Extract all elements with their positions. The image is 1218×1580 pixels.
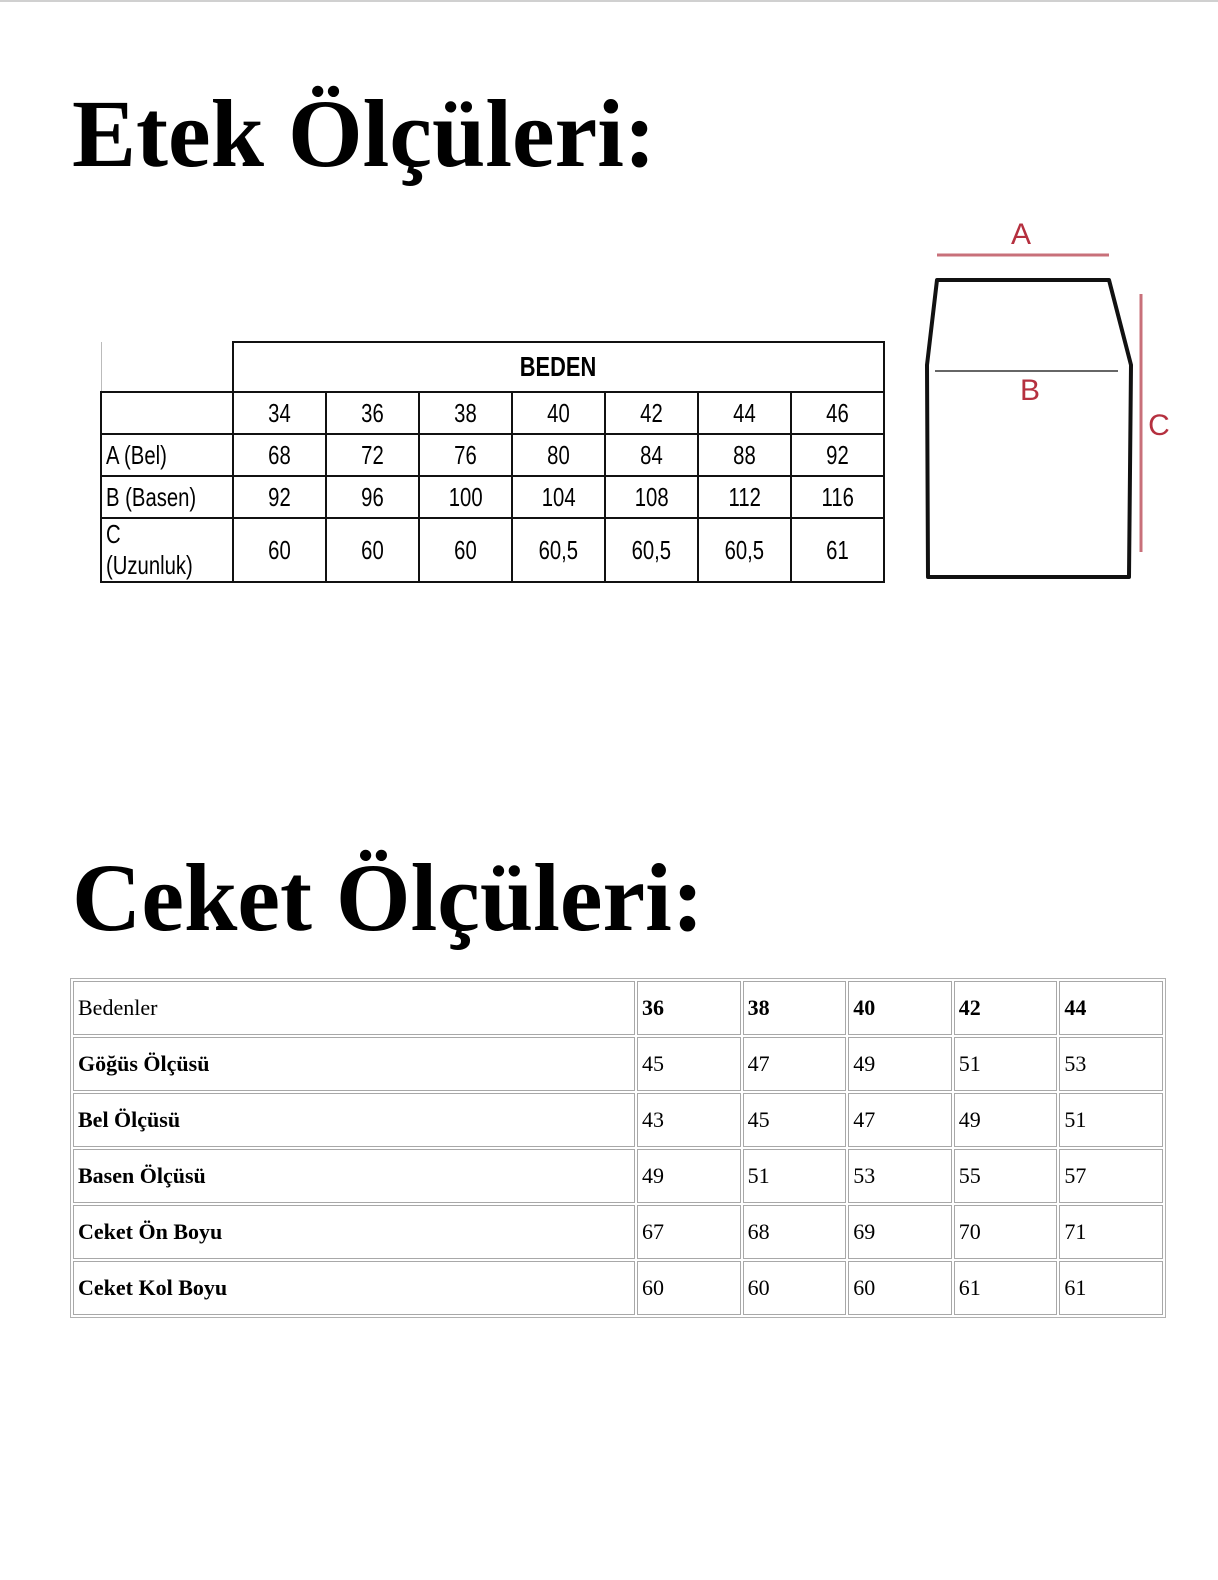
skirt-value-cell: 60,5 xyxy=(698,518,791,582)
skirt-value-cell: 60,5 xyxy=(512,518,605,582)
skirt-value-cell: 116 xyxy=(791,476,884,518)
jacket-header-label: Bedenler xyxy=(73,981,635,1035)
jacket-value-cell: 45 xyxy=(743,1093,847,1147)
jacket-value-cell: 60 xyxy=(743,1261,847,1315)
jacket-value-cell: 71 xyxy=(1059,1205,1163,1259)
skirt-value-cell: 88 xyxy=(698,434,791,476)
skirt-row-label: C (Uzunluk) xyxy=(101,518,233,582)
diagram-label-b: B xyxy=(1019,374,1041,407)
skirt-outline xyxy=(927,280,1131,577)
jacket-value-cell: 70 xyxy=(954,1205,1058,1259)
skirt-size-header: BEDEN xyxy=(233,342,884,392)
jacket-value-cell: 67 xyxy=(637,1205,741,1259)
jacket-row-label: Göğüs Ölçüsü xyxy=(73,1037,635,1091)
skirt-value-cell: 80 xyxy=(512,434,605,476)
jacket-value-cell: 55 xyxy=(954,1149,1058,1203)
jacket-table-row xyxy=(73,1093,1163,1147)
jacket-value-cell: 53 xyxy=(848,1149,952,1203)
jacket-value-cell: 51 xyxy=(743,1149,847,1203)
diagram-label-c: C xyxy=(1148,409,1170,442)
jacket-value-cell: 68 xyxy=(743,1205,847,1259)
skirt-value-cell: 60,5 xyxy=(605,518,698,582)
jacket-value-cell: 49 xyxy=(637,1149,741,1203)
jacket-value-cell: 47 xyxy=(743,1037,847,1091)
jacket-value-cell: 57 xyxy=(1059,1149,1163,1203)
skirt-value-cell: 104 xyxy=(512,476,605,518)
skirt-value-cell: 61 xyxy=(791,518,884,582)
jacket-value-cell: 60 xyxy=(848,1261,952,1315)
jacket-value-cell: 60 xyxy=(637,1261,741,1315)
skirt-size-cell: 40 xyxy=(512,392,605,434)
jacket-measurements-heading: Ceket Ölçüleri: xyxy=(72,844,704,951)
jacket-value-cell: 49 xyxy=(848,1037,952,1091)
diagram-label-a: A xyxy=(1010,218,1032,251)
jacket-table-header-row xyxy=(73,981,1163,1035)
skirt-table-row xyxy=(101,434,884,476)
skirt-measurements-heading: Etek Ölçüleri: xyxy=(72,80,656,187)
skirt-value-cell: 100 xyxy=(419,476,512,518)
jacket-size-cell: 40 xyxy=(848,981,952,1035)
jacket-size-cell: 36 xyxy=(637,981,741,1035)
jacket-table-row xyxy=(73,1149,1163,1203)
skirt-size-table xyxy=(100,341,885,583)
jacket-value-cell: 53 xyxy=(1059,1037,1163,1091)
jacket-value-cell: 51 xyxy=(1059,1093,1163,1147)
jacket-row-label: Basen Ölçüsü xyxy=(73,1149,635,1203)
skirt-value-cell: 92 xyxy=(233,476,326,518)
skirt-value-cell: 76 xyxy=(419,434,512,476)
jacket-table-row xyxy=(73,1261,1163,1315)
skirt-row-label: A (Bel) xyxy=(101,434,233,476)
jacket-table-row xyxy=(73,1037,1163,1091)
skirt-diagram xyxy=(915,210,1185,590)
jacket-value-cell: 45 xyxy=(637,1037,741,1091)
skirt-value-cell: 96 xyxy=(326,476,419,518)
skirt-size-cell: 42 xyxy=(605,392,698,434)
jacket-value-cell: 61 xyxy=(1059,1261,1163,1315)
jacket-row-label: Ceket Kol Boyu xyxy=(73,1261,635,1315)
skirt-table-row xyxy=(101,476,884,518)
jacket-size-cell: 42 xyxy=(954,981,1058,1035)
skirt-value-cell: 112 xyxy=(698,476,791,518)
skirt-size-cell: 38 xyxy=(419,392,512,434)
jacket-row-label: Bel Ölçüsü xyxy=(73,1093,635,1147)
jacket-table-row xyxy=(73,1205,1163,1259)
jacket-size-cell: 38 xyxy=(743,981,847,1035)
skirt-table-corner xyxy=(101,342,233,392)
top-divider xyxy=(0,0,1218,2)
skirt-value-cell: 108 xyxy=(605,476,698,518)
skirt-value-cell: 60 xyxy=(419,518,512,582)
skirt-row-label: B (Basen) xyxy=(101,476,233,518)
jacket-value-cell: 43 xyxy=(637,1093,741,1147)
jacket-value-cell: 61 xyxy=(954,1261,1058,1315)
skirt-value-cell: 72 xyxy=(326,434,419,476)
skirt-size-cell: 36 xyxy=(326,392,419,434)
skirt-table-size-row-label xyxy=(101,392,233,434)
jacket-row-label: Ceket Ön Boyu xyxy=(73,1205,635,1259)
skirt-size-cell: 34 xyxy=(233,392,326,434)
skirt-value-cell: 60 xyxy=(233,518,326,582)
jacket-value-cell: 49 xyxy=(954,1093,1058,1147)
jacket-size-table xyxy=(70,978,1166,1318)
skirt-value-cell: 68 xyxy=(233,434,326,476)
skirt-size-cell: 46 xyxy=(791,392,884,434)
skirt-size-cell: 44 xyxy=(698,392,791,434)
skirt-value-cell: 92 xyxy=(791,434,884,476)
skirt-value-cell: 60 xyxy=(326,518,419,582)
skirt-table-row xyxy=(101,518,884,582)
jacket-size-cell: 44 xyxy=(1059,981,1163,1035)
skirt-value-cell: 84 xyxy=(605,434,698,476)
jacket-value-cell: 51 xyxy=(954,1037,1058,1091)
jacket-value-cell: 47 xyxy=(848,1093,952,1147)
jacket-value-cell: 69 xyxy=(848,1205,952,1259)
